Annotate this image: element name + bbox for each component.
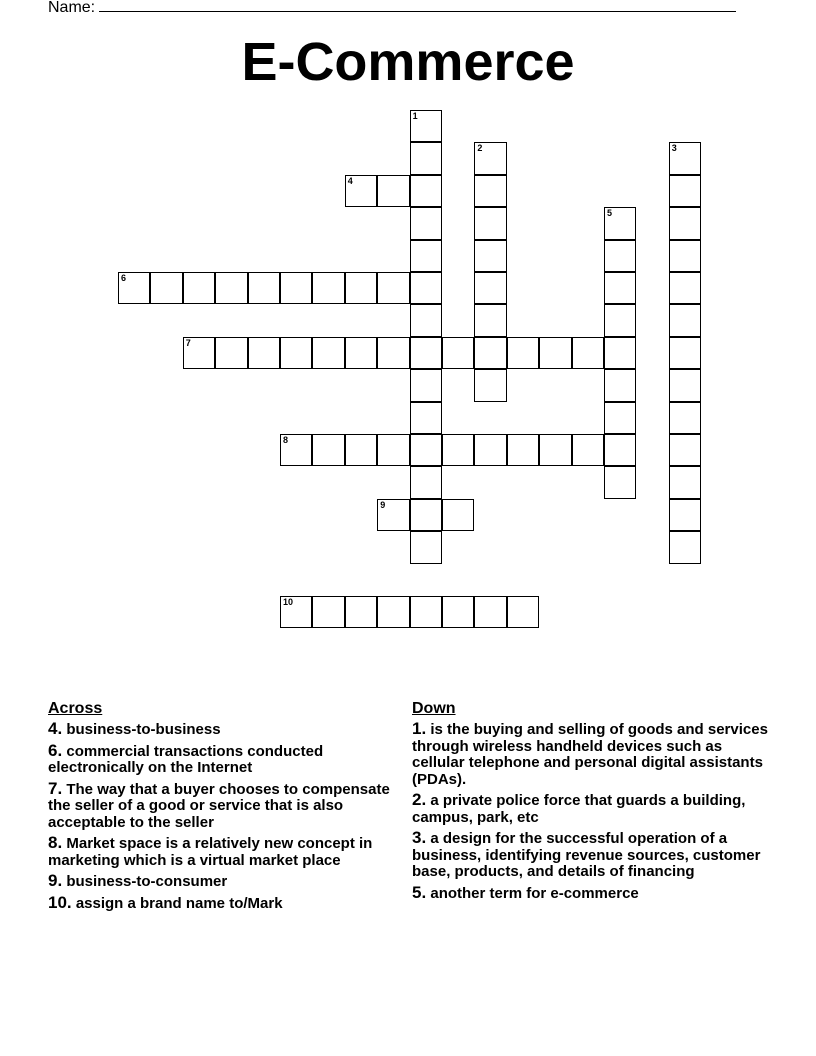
down-heading: Down bbox=[412, 700, 456, 717]
grid-cell[interactable] bbox=[280, 434, 312, 466]
grid-cell[interactable] bbox=[248, 337, 280, 369]
grid-cell[interactable] bbox=[312, 337, 344, 369]
grid-cell[interactable] bbox=[442, 337, 474, 369]
clue-across-4: 4. business-to-business bbox=[48, 719, 221, 738]
grid-cell[interactable] bbox=[474, 434, 506, 466]
grid-cell[interactable] bbox=[410, 142, 442, 174]
clue-down-1: 1. is the buying and selling of goods and services through wireless handheld devices such as cellular telephone and personal digital assistants (PDAs). bbox=[412, 719, 768, 788]
grid-cell[interactable] bbox=[669, 240, 701, 272]
grid-cell[interactable] bbox=[150, 272, 182, 304]
grid-cell[interactable] bbox=[345, 175, 377, 207]
grid-cell[interactable] bbox=[345, 272, 377, 304]
grid-cell[interactable] bbox=[410, 499, 442, 531]
grid-cell[interactable] bbox=[345, 337, 377, 369]
grid-cell[interactable] bbox=[604, 304, 636, 336]
clue-number: 9 bbox=[380, 499, 386, 510]
page-title: E-Commerce bbox=[241, 32, 575, 92]
clue-number: 4 bbox=[347, 175, 353, 186]
grid-cell[interactable] bbox=[669, 304, 701, 336]
grid-cell[interactable] bbox=[604, 466, 636, 498]
grid-cell[interactable] bbox=[377, 499, 409, 531]
clue-number: 2 bbox=[477, 143, 483, 154]
grid-cell[interactable] bbox=[604, 272, 636, 304]
grid-cell[interactable] bbox=[410, 175, 442, 207]
clue-across-10: 10. assign a brand name to/Mark bbox=[48, 892, 283, 912]
grid-cell[interactable] bbox=[118, 272, 150, 304]
grid-cell[interactable] bbox=[474, 142, 506, 174]
clue-down-2: 2. a private police force that guards a building, campus, park, etc bbox=[412, 790, 746, 826]
grid-cell[interactable] bbox=[474, 304, 506, 336]
grid-cell[interactable] bbox=[345, 596, 377, 628]
grid-cell[interactable] bbox=[669, 499, 701, 531]
grid-cell[interactable] bbox=[280, 596, 312, 628]
clue-down-5: 5. another term for e-commerce bbox=[412, 882, 639, 902]
grid-cell[interactable] bbox=[280, 272, 312, 304]
grid-cell[interactable] bbox=[669, 207, 701, 239]
grid-cell[interactable] bbox=[669, 337, 701, 369]
clue-number: 10 bbox=[283, 597, 294, 607]
grid-cell[interactable] bbox=[474, 596, 506, 628]
grid-cell[interactable] bbox=[183, 337, 215, 369]
grid-cell[interactable] bbox=[312, 272, 344, 304]
grid-cell[interactable] bbox=[410, 402, 442, 434]
name-label: Name: bbox=[48, 0, 96, 16]
grid-cell[interactable] bbox=[345, 434, 377, 466]
grid-cell[interactable] bbox=[410, 337, 442, 369]
grid-cell[interactable] bbox=[669, 402, 701, 434]
grid-cell[interactable] bbox=[474, 272, 506, 304]
clue-number: 5 bbox=[607, 208, 613, 219]
clue-number: 1 bbox=[412, 111, 418, 121]
clue-down-3: 3. a design for the successful operation of a business, identifying revenue sources, customer base, products, and details of financing bbox=[412, 828, 761, 880]
grid-cell[interactable] bbox=[474, 337, 506, 369]
grid-cell[interactable] bbox=[604, 434, 636, 466]
grid-cell[interactable] bbox=[474, 175, 506, 207]
grid-cell[interactable] bbox=[669, 272, 701, 304]
grid-cell[interactable] bbox=[280, 337, 312, 369]
grid-cell[interactable] bbox=[215, 272, 247, 304]
down-clues bbox=[412, 700, 777, 906]
grid-cell[interactable] bbox=[604, 207, 636, 239]
grid-cell[interactable] bbox=[377, 272, 409, 304]
grid-cell[interactable] bbox=[410, 304, 442, 336]
clue-across-9: 9. business-to-consumer bbox=[48, 871, 228, 890]
grid-cell[interactable] bbox=[669, 466, 701, 498]
grid-cell[interactable] bbox=[442, 434, 474, 466]
grid-cell[interactable] bbox=[669, 142, 701, 174]
grid-cell[interactable] bbox=[410, 207, 442, 239]
grid-cell[interactable] bbox=[377, 596, 409, 628]
grid-cell[interactable] bbox=[669, 531, 701, 563]
grid-cell[interactable] bbox=[669, 175, 701, 207]
grid-cell[interactable] bbox=[312, 596, 344, 628]
grid-cell[interactable] bbox=[442, 499, 474, 531]
clue-across-7: 7. The way that a buyer chooses to compensate the seller of a good or service that is also acceptable to the seller bbox=[48, 778, 390, 831]
grid-cell[interactable] bbox=[572, 434, 604, 466]
grid-cell[interactable] bbox=[410, 240, 442, 272]
across-clues bbox=[48, 700, 403, 916]
grid-cell[interactable] bbox=[410, 272, 442, 304]
grid-cell[interactable] bbox=[604, 240, 636, 272]
grid-cell[interactable] bbox=[410, 466, 442, 498]
grid-cell[interactable] bbox=[183, 272, 215, 304]
grid-cell[interactable] bbox=[410, 369, 442, 401]
grid-cell[interactable] bbox=[507, 337, 539, 369]
grid-cell[interactable] bbox=[377, 175, 409, 207]
grid-cell[interactable] bbox=[572, 337, 604, 369]
grid-cell[interactable] bbox=[604, 369, 636, 401]
grid-cell[interactable] bbox=[377, 434, 409, 466]
grid-cell[interactable] bbox=[215, 337, 247, 369]
grid-cell[interactable] bbox=[474, 369, 506, 401]
grid-cell[interactable] bbox=[669, 369, 701, 401]
grid-cell[interactable] bbox=[669, 434, 701, 466]
grid-cell[interactable] bbox=[474, 207, 506, 239]
grid-cell[interactable] bbox=[410, 596, 442, 628]
clue-across-8: 8. Market space is a relatively new concept in marketing which is a virtual market place bbox=[48, 833, 373, 869]
grid-cell[interactable] bbox=[604, 402, 636, 434]
grid-cell[interactable] bbox=[377, 337, 409, 369]
grid-cell[interactable] bbox=[410, 434, 442, 466]
grid-cell[interactable] bbox=[442, 596, 474, 628]
clue-across-6: 6. commercial transactions conducted electronically on the Internet bbox=[48, 740, 324, 776]
clue-number: 8 bbox=[283, 435, 289, 445]
grid-cell[interactable] bbox=[410, 110, 442, 142]
grid-cell[interactable] bbox=[507, 434, 539, 466]
grid-cell[interactable] bbox=[474, 240, 506, 272]
grid-cell[interactable] bbox=[507, 596, 539, 628]
clue-number: 6 bbox=[121, 273, 127, 283]
grid-cell[interactable] bbox=[539, 337, 571, 369]
clue-number: 7 bbox=[185, 337, 191, 348]
clue-number: 3 bbox=[671, 143, 677, 154]
grid-cell[interactable] bbox=[410, 531, 442, 563]
grid-cell[interactable] bbox=[539, 434, 571, 466]
grid-cell[interactable] bbox=[604, 337, 636, 369]
grid-cell[interactable] bbox=[248, 272, 280, 304]
grid-cell[interactable] bbox=[312, 434, 344, 466]
across-heading: Across bbox=[48, 700, 103, 717]
